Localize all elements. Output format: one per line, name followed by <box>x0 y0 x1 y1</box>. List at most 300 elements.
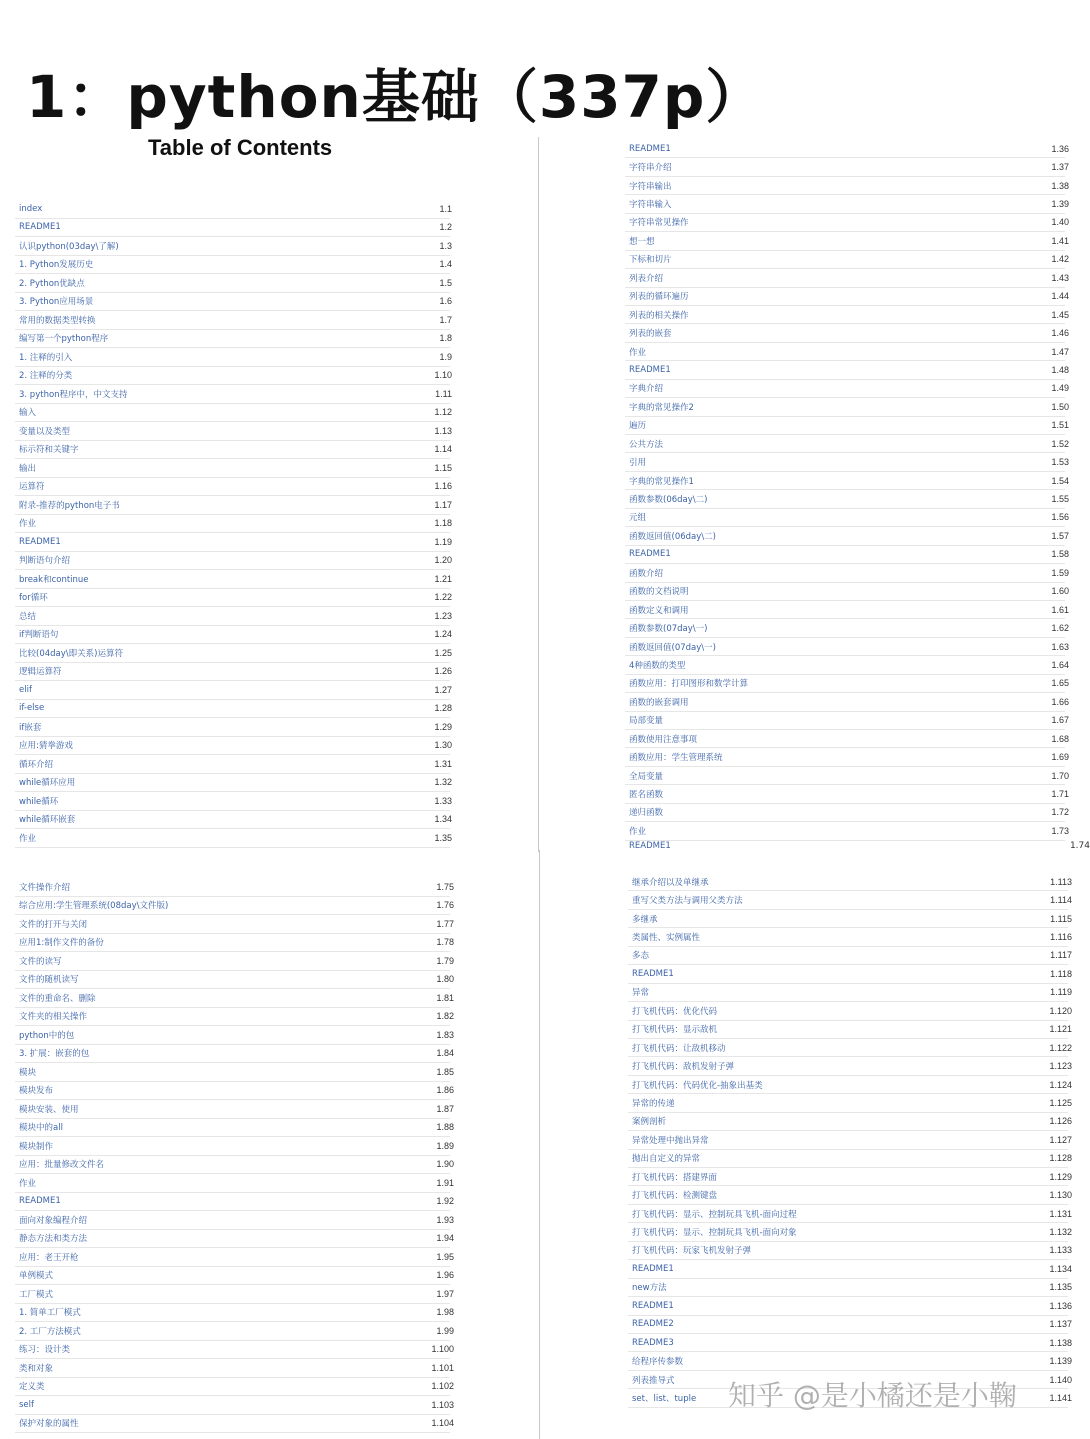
toc-entry-number: 1.34 <box>434 814 452 825</box>
toc-entry-number: 1.140 <box>1049 1374 1072 1385</box>
toc-entry[interactable] <box>625 158 1069 176</box>
toc-entry[interactable] <box>15 404 450 423</box>
toc-entry-title[interactable]: 文件操作介绍 <box>19 882 71 893</box>
toc-entry-title[interactable]: 输出 <box>19 463 37 474</box>
toc-entry[interactable] <box>625 490 1069 508</box>
toc-entry-number: 1.97 <box>436 1288 454 1299</box>
toc-entry[interactable] <box>625 527 1069 545</box>
toc-entry-title[interactable]: 静态方法和类方法 <box>19 1234 88 1245</box>
toc-entry[interactable] <box>15 1119 454 1138</box>
toc-entry-title[interactable]: while循环 <box>19 796 59 807</box>
toc-entry[interactable] <box>625 656 1069 674</box>
toc-entry-title[interactable]: if判断语句 <box>19 630 59 641</box>
toc-entry[interactable] <box>15 681 450 700</box>
toc-entry[interactable] <box>15 274 450 293</box>
toc-entry[interactable] <box>625 232 1069 250</box>
toc-entry-number: 1.17 <box>434 499 452 510</box>
toc-entry-title[interactable]: 想一想 <box>629 236 655 247</box>
toc-entry[interactable] <box>628 1168 1072 1186</box>
toc-entry-title[interactable]: 打飞机代码：玩家飞机发射子弹 <box>632 1246 752 1257</box>
toc-entry-title[interactable]: 列表介绍 <box>629 273 664 284</box>
toc-entry[interactable] <box>15 459 450 478</box>
toc-entry[interactable] <box>628 1316 1072 1334</box>
toc-entry[interactable] <box>15 774 450 793</box>
toc-title: Table of Contents <box>148 135 333 160</box>
toc-entry[interactable] <box>15 737 450 756</box>
toc-entry[interactable] <box>15 718 450 737</box>
toc-entry-title[interactable]: 抛出自定义的异常 <box>632 1154 701 1165</box>
toc-entry-title[interactable]: 字符串输出 <box>629 181 672 192</box>
toc-list <box>628 873 1080 1408</box>
toc-entry[interactable] <box>625 251 1069 269</box>
toc-entry[interactable] <box>628 1205 1072 1223</box>
toc-entry-cut <box>625 840 1090 851</box>
toc-entry-title[interactable]: 逻辑运算符 <box>19 667 62 678</box>
toc-entry-title[interactable]: 引用 <box>629 458 647 469</box>
toc-entry-title[interactable]: 异常的传递 <box>632 1098 675 1109</box>
toc-entry-title[interactable]: 作业 <box>629 347 647 358</box>
toc-entry-title[interactable]: 打飞机代码：让敌机移动 <box>632 1043 726 1054</box>
toc-entry-title[interactable]: 打飞机代码：代码优化-抽象出基类 <box>632 1080 763 1091</box>
toc-entry-title[interactable]: 1. 注释的引入 <box>19 352 73 363</box>
toc-entry[interactable] <box>15 200 450 219</box>
toc-entry-title[interactable]: 字典的常见操作1 <box>629 476 694 487</box>
toc-entry[interactable] <box>628 1150 1072 1168</box>
toc-entry[interactable] <box>628 1113 1072 1131</box>
toc-entry-title[interactable]: python中的包 <box>19 1030 75 1041</box>
toc-entry-title[interactable]: for循环 <box>19 593 48 604</box>
toc-entry-title[interactable]: while循环嵌套 <box>19 815 76 826</box>
toc-entry-title[interactable]: 打飞机代码：搭建界面 <box>632 1172 718 1183</box>
toc-entry[interactable] <box>625 435 1069 453</box>
toc-entry[interactable] <box>625 804 1069 822</box>
toc-entry-title[interactable]: 类和对象 <box>19 1363 54 1374</box>
toc-entry-title[interactable]: elif <box>19 684 32 695</box>
toc-entry[interactable] <box>625 343 1069 361</box>
toc-entry-title[interactable]: 字典的常见操作2 <box>629 402 694 413</box>
toc-entry-title[interactable]: 类属性、实例属性 <box>632 933 701 944</box>
toc-entry[interactable] <box>625 822 1069 840</box>
toc-entry-number: 1.123 <box>1049 1061 1072 1072</box>
toc-entry[interactable] <box>15 989 454 1008</box>
toc-entry-title[interactable]: README1 <box>632 968 674 979</box>
toc-entry-title[interactable]: 练习：设计类 <box>19 1345 71 1356</box>
toc-entry-title[interactable]: 作业 <box>19 833 37 844</box>
toc-entry-title[interactable]: 模块中的all <box>19 1123 63 1134</box>
toc-entry-title[interactable]: 2. 工厂方法模式 <box>19 1326 81 1337</box>
toc-entry[interactable] <box>625 675 1069 693</box>
toc-entry-number: 1.57 <box>1051 530 1069 541</box>
toc-panel-2 <box>625 140 1090 852</box>
toc-entry-title[interactable]: 附录-推荐的python电子书 <box>19 500 120 511</box>
toc-entry-number: 1.85 <box>436 1066 454 1077</box>
toc-entry[interactable] <box>628 1334 1072 1352</box>
toc-entry-title[interactable]: self <box>19 1399 35 1410</box>
toc-entry[interactable] <box>628 1131 1072 1149</box>
toc-entry-title[interactable]: README2 <box>632 1319 674 1330</box>
toc-entry-title[interactable]: 字符串输入 <box>629 200 672 211</box>
toc-entry[interactable] <box>15 663 450 682</box>
toc-entry-title[interactable]: README3 <box>632 1337 674 1348</box>
toc-entry-number: 1.31 <box>434 758 452 769</box>
toc-entry[interactable] <box>15 1193 454 1212</box>
toc-entry[interactable] <box>625 324 1069 342</box>
toc-entry[interactable] <box>15 1304 454 1323</box>
toc-entry[interactable] <box>15 330 450 349</box>
toc-entry-title[interactable]: 文件的读写 <box>19 956 62 967</box>
toc-entry[interactable] <box>15 1248 454 1267</box>
toc-entry[interactable] <box>625 785 1069 803</box>
toc-entry[interactable] <box>628 1094 1072 1112</box>
toc-entry-title[interactable]: 函数应用：打印图形和数学计算 <box>629 679 749 690</box>
toc-entry[interactable] <box>15 607 450 626</box>
toc-entry-title[interactable]: 1. 简单工厂模式 <box>19 1308 81 1319</box>
toc-entry[interactable] <box>625 509 1069 527</box>
toc-entry[interactable] <box>628 965 1072 983</box>
toc-entry-title[interactable]: 列表的相关操作 <box>629 310 689 321</box>
toc-entry-number: 1.126 <box>1049 1116 1072 1127</box>
toc-entry-title[interactable]: 递归函数 <box>629 808 664 819</box>
toc-entry-title[interactable]: break和continue <box>19 574 89 585</box>
toc-entry-title[interactable]: new方法 <box>632 1283 667 1294</box>
toc-entry[interactable] <box>15 1063 454 1082</box>
toc-entry[interactable] <box>15 219 450 238</box>
toc-entry-number: 1.11 <box>435 388 452 399</box>
toc-entry-title[interactable]: index <box>19 203 43 214</box>
toc-entry[interactable] <box>625 417 1069 435</box>
toc-entry-title[interactable]: 多继承 <box>632 914 658 925</box>
toc-entry-number: 1.78 <box>436 937 454 948</box>
toc-entry-number: 1.38 <box>1051 180 1069 191</box>
toc-entry[interactable] <box>625 564 1069 582</box>
toc-entry[interactable] <box>15 348 450 367</box>
toc-entry-title[interactable]: 变量以及类型 <box>19 426 71 437</box>
toc-entry[interactable] <box>15 1378 454 1397</box>
toc-entry[interactable] <box>625 140 1069 158</box>
toc-entry[interactable] <box>15 422 450 441</box>
toc-entry-number: 1.48 <box>1051 364 1069 375</box>
toc-entry-title[interactable]: 常用的数据类型转换 <box>19 315 96 326</box>
toc-entry[interactable] <box>628 873 1072 891</box>
toc-entry-number: 1.100 <box>431 1344 454 1355</box>
toc-entry[interactable] <box>625 398 1069 416</box>
toc-entry-title[interactable]: if嵌套 <box>19 722 42 733</box>
toc-entry[interactable] <box>15 1267 454 1286</box>
toc-entry[interactable] <box>15 441 450 460</box>
toc-entry[interactable] <box>625 380 1069 398</box>
toc-entry[interactable] <box>628 1223 1072 1241</box>
toc-entry-title[interactable]: set、list、tuple <box>632 1393 697 1404</box>
toc-entry[interactable] <box>628 928 1072 946</box>
toc-entry-title[interactable]: README1 <box>19 1196 61 1207</box>
toc-entry[interactable] <box>15 755 450 774</box>
toc-entry[interactable] <box>15 934 454 953</box>
toc-entry[interactable] <box>15 1230 454 1249</box>
toc-entry[interactable] <box>625 214 1069 232</box>
toc-entry[interactable] <box>15 1100 454 1119</box>
toc-entry-number: 1.125 <box>1049 1097 1072 1108</box>
toc-entry-number: 1.13 <box>434 425 452 436</box>
toc-entry-title[interactable]: 打飞机代码：敌机发射子弹 <box>632 1062 735 1073</box>
toc-entry[interactable] <box>15 533 450 552</box>
toc-entry-title[interactable]: 3. 扩展：嵌套的包 <box>19 1049 90 1060</box>
toc-entry-title[interactable]: 列表的嵌套 <box>629 329 672 340</box>
toc-entry-title[interactable]: README1 <box>19 536 61 547</box>
toc-entry-title[interactable]: 打飞机代码：优化代码 <box>632 1006 718 1017</box>
toc-entry-title[interactable]: 异常处理中抛出异常 <box>632 1135 709 1146</box>
toc-entry-number: 1.131 <box>1049 1208 1072 1219</box>
toc-entry[interactable] <box>15 915 454 934</box>
toc-entry-title[interactable]: 重写父类方法与调用父类方法 <box>632 896 743 907</box>
toc-entry-number: 1.20 <box>434 555 452 566</box>
toc-entry-title[interactable]: 2. Python优缺点 <box>19 278 85 289</box>
toc-entry[interactable] <box>628 910 1072 928</box>
toc-entry-title[interactable]: 作业 <box>19 519 37 530</box>
toc-entry-title[interactable]: 模块制作 <box>19 1141 54 1152</box>
toc-entry[interactable] <box>15 496 450 515</box>
toc-entry[interactable] <box>15 385 450 404</box>
toc-entry[interactable] <box>628 1057 1072 1075</box>
toc-entry[interactable] <box>15 1156 454 1175</box>
toc-entry-number: 1.35 <box>434 832 452 843</box>
toc-entry-title[interactable]: 应用1:制作文件的备份 <box>19 938 104 949</box>
toc-entry-number: 1.39 <box>1051 199 1069 210</box>
toc-entry-title[interactable]: 公共方法 <box>629 439 664 450</box>
toc-entry-number: 1.134 <box>1049 1263 1072 1274</box>
toc-entry[interactable] <box>15 1045 454 1064</box>
toc-entry-number: 1.64 <box>1051 659 1069 670</box>
toc-entry-title[interactable]: 运算符 <box>19 482 45 493</box>
toc-entry-title[interactable]: 继承介绍以及单继承 <box>632 877 709 888</box>
toc-entry[interactable] <box>628 1242 1072 1260</box>
toc-entry[interactable] <box>15 1415 454 1434</box>
toc-entry[interactable] <box>15 515 450 534</box>
toc-entry-title[interactable]: 全局变量 <box>629 771 664 782</box>
toc-entry-title[interactable]: 认识python(03day\了解) <box>19 241 119 252</box>
toc-entry[interactable] <box>15 811 450 830</box>
toc-entry-title[interactable]: 打飞机代码：显示、控制玩具飞机-面向过程 <box>632 1209 797 1220</box>
toc-entry[interactable] <box>625 638 1069 656</box>
toc-entry[interactable] <box>625 472 1069 490</box>
toc-entry-title[interactable]: 单例模式 <box>19 1271 54 1282</box>
toc-entry-title[interactable]: 循环介绍 <box>19 759 54 770</box>
toc-entry[interactable] <box>628 1039 1072 1057</box>
toc-entry[interactable] <box>15 1396 454 1415</box>
toc-entry[interactable] <box>15 1322 454 1341</box>
toc-entry-title[interactable]: 函数的文档说明 <box>629 587 689 598</box>
toc-entry-title[interactable]: if-else <box>19 703 45 714</box>
toc-entry[interactable] <box>15 1082 454 1101</box>
toc-entry-title[interactable]: README1 <box>632 1263 674 1274</box>
toc-entry-title[interactable]: 2. 注释的分类 <box>19 371 73 382</box>
toc-entry[interactable] <box>15 256 450 275</box>
toc-entry-title[interactable]: README1 <box>629 364 671 375</box>
toc-entry-number: 1.2 <box>439 222 452 233</box>
toc-entry[interactable] <box>15 237 450 256</box>
toc-entry-title[interactable]: 判断语句介绍 <box>19 556 71 567</box>
toc-entry[interactable] <box>15 792 450 811</box>
toc-entry[interactable] <box>15 478 450 497</box>
toc-entry[interactable] <box>15 971 454 990</box>
toc-entry-title[interactable]: 保护对象的属性 <box>19 1419 79 1430</box>
toc-entry-title[interactable]: 3. Python应用场景 <box>19 297 94 308</box>
toc-entry-number: 1.80 <box>436 974 454 985</box>
toc-entry[interactable] <box>628 1186 1072 1204</box>
toc-entry[interactable] <box>15 311 450 330</box>
toc-entry-title[interactable]: README1 <box>19 222 61 233</box>
toc-entry-title[interactable]: 局部变量 <box>629 716 664 727</box>
toc-entry-title[interactable]: 函数返回值(06day\二) <box>629 531 716 542</box>
toc-entry[interactable] <box>628 1279 1072 1297</box>
toc-entry[interactable] <box>628 891 1072 909</box>
toc-entry-title[interactable]: 函数的嵌套调用 <box>629 697 689 708</box>
toc-entry-title[interactable]: 模块 <box>19 1067 37 1078</box>
toc-entry[interactable] <box>625 288 1069 306</box>
toc-entry-number: 1.117 <box>1050 950 1072 961</box>
toc-entry-title[interactable]: 模块发布 <box>19 1086 54 1097</box>
toc-entry-title[interactable]: 函数使用注意事项 <box>629 734 698 745</box>
toc-entry-title[interactable]: 模块安装、使用 <box>19 1104 79 1115</box>
toc-entry[interactable] <box>625 361 1069 379</box>
toc-entry[interactable] <box>628 1021 1072 1039</box>
toc-entry[interactable] <box>15 1285 454 1304</box>
toc-entry[interactable] <box>625 195 1069 213</box>
toc-entry[interactable] <box>15 1137 454 1156</box>
toc-entry-title[interactable]: 给程序传参数 <box>632 1357 684 1368</box>
toc-entry[interactable] <box>625 546 1069 564</box>
toc-entry[interactable] <box>625 619 1069 637</box>
toc-entry[interactable] <box>625 730 1069 748</box>
toc-entry-number: 1.62 <box>1051 623 1069 634</box>
toc-entry-title[interactable]: 工厂模式 <box>19 1289 54 1300</box>
toc-entry[interactable] <box>625 453 1069 471</box>
toc-entry-title[interactable]: 作业 <box>19 1178 37 1189</box>
toc-entry[interactable] <box>625 712 1069 730</box>
toc-entry[interactable] <box>15 552 450 571</box>
toc-entry[interactable] <box>628 1076 1072 1094</box>
toc-entry[interactable] <box>628 984 1072 1002</box>
toc-entry-title[interactable]: 编写第一个python程序 <box>19 334 109 345</box>
toc-entry-title[interactable]: 打飞机代码：检测键盘 <box>632 1191 718 1202</box>
toc-entry-title[interactable]: 打飞机代码：显示、控制玩具飞机-面向对象 <box>632 1228 797 1239</box>
toc-entry[interactable] <box>625 177 1069 195</box>
toc-entry-title[interactable]: 应用：批量修改文件名 <box>19 1160 105 1171</box>
toc-entry[interactable] <box>628 1002 1072 1020</box>
toc-entry-title[interactable]: README1 <box>629 549 671 560</box>
toc-entry-title[interactable]: 元组 <box>629 513 647 524</box>
toc-entry[interactable] <box>15 897 454 916</box>
toc-entry[interactable] <box>15 878 454 897</box>
toc-entry-number: 1.91 <box>436 1177 454 1188</box>
toc-entry-title[interactable]: 函数参数(06day\二) <box>629 495 708 506</box>
toc-entry-title[interactable]: 综合应用:学生管理系统(08day\文件版) <box>19 901 169 912</box>
toc-entry-title[interactable]: 列表的循环遍历 <box>629 292 689 303</box>
toc-entry[interactable] <box>15 626 450 645</box>
toc-entry-number: 1.92 <box>436 1196 454 1207</box>
toc-entry-title[interactable]: 异常 <box>632 988 650 999</box>
toc-entry[interactable] <box>15 829 450 848</box>
toc-entry-title[interactable]: 字典介绍 <box>629 384 664 395</box>
toc-entry-number: 1.51 <box>1051 420 1069 431</box>
toc-entry-title[interactable]: 文件的打开与关闭 <box>19 919 88 930</box>
toc-entry[interactable] <box>15 1341 454 1360</box>
toc-entry[interactable] <box>15 293 450 312</box>
toc-entry-number: 1.5 <box>439 277 452 288</box>
toc-entry[interactable] <box>15 1211 454 1230</box>
toc-entry-title[interactable]: 字符串常见操作 <box>629 218 689 229</box>
toc-entry-title[interactable]: 打飞机代码：显示敌机 <box>632 1025 718 1036</box>
toc-entry-title[interactable]: 1. Python发展历史 <box>19 260 94 271</box>
toc-entry[interactable] <box>625 306 1069 324</box>
toc-entry[interactable] <box>625 583 1069 601</box>
toc-entry-title[interactable]: 函数介绍 <box>629 568 664 579</box>
toc-entry-title[interactable]: 函数返回值(07day\一) <box>629 642 716 653</box>
toc-entry[interactable] <box>15 700 450 719</box>
toc-entry[interactable] <box>628 1297 1072 1315</box>
toc-entry-title[interactable]: 比较(04day\即关系)运算符 <box>19 648 123 659</box>
toc-entry[interactable] <box>15 570 450 589</box>
toc-entry-title[interactable]: 3. python程序中，中文支持 <box>19 389 128 400</box>
toc-entry-title[interactable]: 函数定义和调用 <box>629 605 689 616</box>
toc-entry[interactable] <box>628 1352 1072 1370</box>
toc-entry-title[interactable]: 标示符和关键字 <box>19 445 79 456</box>
toc-entry-title[interactable]: 函数应用：学生管理系统 <box>629 753 723 764</box>
toc-entry-title[interactable]: 函数参数(07day\一) <box>629 624 708 635</box>
toc-entry[interactable] <box>15 952 454 971</box>
toc-entry-title[interactable]: while循环应用 <box>19 778 76 789</box>
toc-entry[interactable] <box>15 1359 454 1378</box>
toc-entry-title[interactable]: 遍历 <box>629 421 647 432</box>
toc-entry[interactable] <box>628 947 1072 965</box>
column-divider-bottom <box>539 850 540 1439</box>
toc-entry[interactable] <box>15 589 450 608</box>
toc-entry-title[interactable]: 文件的随机读写 <box>19 975 79 986</box>
toc-entry-title[interactable]: 应用:猜拳游戏 <box>19 741 73 752</box>
toc-entry[interactable] <box>625 693 1069 711</box>
toc-entry-title[interactable]: 应用：老王开枪 <box>19 1252 79 1263</box>
toc-entry-number: 1.83 <box>436 1029 454 1040</box>
toc-entry-title[interactable]: 输入 <box>19 408 37 419</box>
toc-entry-title[interactable]: 多态 <box>632 951 650 962</box>
toc-entry[interactable] <box>625 767 1069 785</box>
toc-entry-title[interactable]: 面向对象编程介绍 <box>19 1215 88 1226</box>
toc-entry-title[interactable]: 下标和切片 <box>629 255 672 266</box>
toc-entry[interactable] <box>628 1260 1072 1278</box>
toc-entry-title[interactable]: 定义类 <box>19 1382 45 1393</box>
toc-entry-title[interactable]: README1 <box>632 1300 674 1311</box>
toc-entry[interactable] <box>15 1026 454 1045</box>
toc-entry[interactable] <box>15 644 450 663</box>
toc-entry-title[interactable]: 列表推导式 <box>632 1375 675 1386</box>
toc-entry[interactable] <box>15 367 450 386</box>
toc-entry-number: 1.32 <box>434 777 452 788</box>
toc-entry-title[interactable]: 字符串介绍 <box>629 163 672 174</box>
toc-entry-title[interactable]: 作业 <box>629 826 647 837</box>
toc-entry-title[interactable]: 案例剖析 <box>632 1117 667 1128</box>
toc-entry[interactable] <box>15 1008 454 1027</box>
toc-entry-title[interactable]: 总结 <box>19 611 37 622</box>
toc-entry[interactable] <box>625 601 1069 619</box>
toc-entry-number: 1.29 <box>434 721 452 732</box>
toc-entry[interactable] <box>625 269 1069 287</box>
toc-entry[interactable] <box>625 748 1069 766</box>
toc-entry-title[interactable]: README1 <box>629 143 671 154</box>
toc-entry-title[interactable]: 4种函数的类型 <box>629 660 686 671</box>
toc-entry-title[interactable]: 文件的重命名、删除 <box>19 993 96 1004</box>
toc-entry-title[interactable]: 匿名函数 <box>629 790 664 801</box>
toc-entry-title[interactable]: 文件夹的相关操作 <box>19 1012 88 1023</box>
toc-entry[interactable] <box>15 1174 454 1193</box>
